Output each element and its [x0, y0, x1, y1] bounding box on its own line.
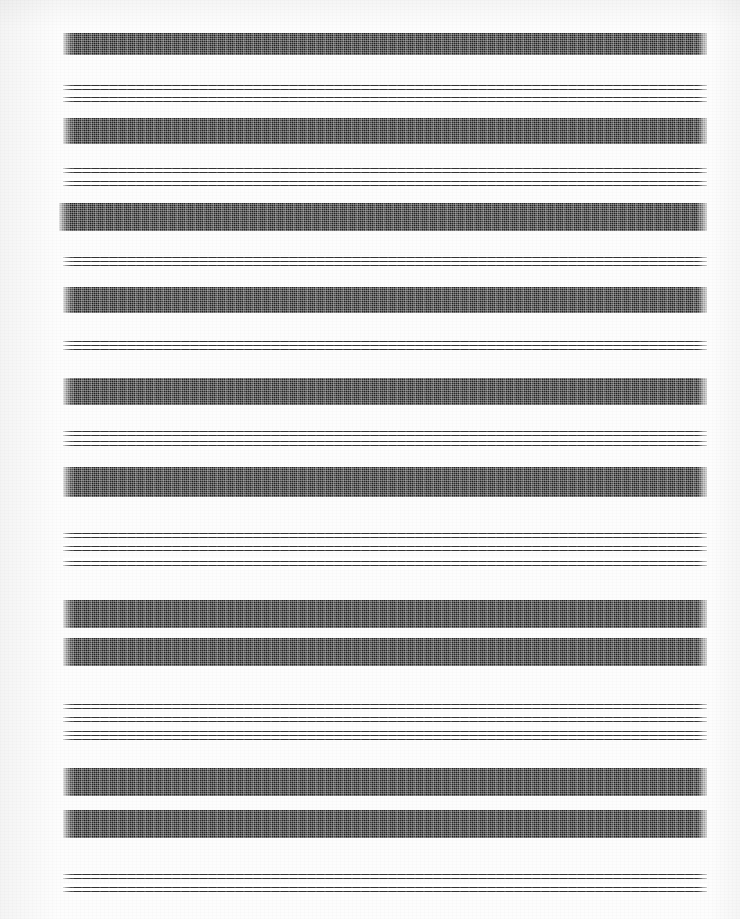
line-left-fade [63, 341, 73, 350]
line-right-fade [697, 203, 707, 231]
text-line-band [63, 178, 707, 186]
text-line-band [59, 203, 707, 231]
line-left-fade [63, 600, 73, 628]
text-line-band [63, 638, 707, 666]
line-left-fade [63, 884, 73, 892]
line-left-fade [63, 95, 73, 102]
line-left-fade [63, 430, 73, 436]
line-right-fade [697, 600, 707, 628]
line-left-fade [63, 558, 73, 566]
line-right-fade [697, 558, 707, 566]
text-line-band [63, 467, 707, 497]
line-right-fade [697, 85, 707, 90]
text-line-band [63, 730, 707, 740]
text-line-band [63, 544, 707, 551]
line-right-fade [697, 544, 707, 551]
line-left-fade [63, 178, 73, 186]
document-legibility-note [0, 0, 1, 1]
line-right-fade [697, 287, 707, 313]
line-left-fade [63, 440, 73, 446]
line-left-fade [63, 544, 73, 551]
line-left-fade [63, 730, 73, 740]
line-left-fade [63, 168, 73, 173]
line-right-fade [697, 467, 707, 497]
line-right-fade [697, 533, 707, 538]
text-line-band [63, 378, 707, 405]
line-right-fade [697, 341, 707, 350]
text-line-band [63, 95, 707, 102]
line-left-fade [63, 703, 73, 709]
text-line-band [63, 533, 707, 538]
line-left-fade [63, 256, 73, 266]
line-left-fade [63, 467, 73, 497]
line-left-fade [63, 873, 73, 879]
line-left-fade [63, 716, 73, 722]
line-right-fade [697, 703, 707, 709]
line-right-fade [697, 95, 707, 102]
line-right-fade [697, 716, 707, 722]
text-line-band [63, 168, 707, 173]
line-right-fade [697, 33, 707, 55]
line-right-fade [697, 810, 707, 838]
line-right-fade [697, 884, 707, 892]
text-line-band [63, 600, 707, 628]
line-left-fade [63, 638, 73, 666]
page-top-shading [0, 0, 740, 28]
text-line-band [63, 440, 707, 446]
line-right-fade [697, 638, 707, 666]
line-left-fade [63, 378, 73, 405]
page-left-margin-shading [0, 0, 58, 919]
text-line-band [63, 118, 707, 144]
text-line-band [63, 703, 707, 709]
text-line-band [63, 558, 707, 566]
line-left-fade [63, 33, 73, 55]
line-left-fade [63, 810, 73, 838]
line-left-fade [63, 533, 73, 538]
text-line-band [63, 33, 707, 55]
line-left-fade [63, 118, 73, 144]
line-left-fade [63, 768, 73, 796]
text-line-band [63, 287, 707, 313]
line-left-fade [59, 203, 69, 231]
line-right-fade [697, 730, 707, 740]
text-line-band [63, 884, 707, 892]
line-right-fade [697, 256, 707, 266]
line-right-fade [697, 768, 707, 796]
line-left-fade [63, 85, 73, 90]
line-right-fade [697, 118, 707, 144]
text-line-band [63, 256, 707, 266]
text-line-band [63, 873, 707, 879]
line-right-fade [697, 440, 707, 446]
text-line-band [63, 768, 707, 796]
text-line-band [63, 430, 707, 436]
text-line-band [63, 716, 707, 722]
line-left-fade [63, 287, 73, 313]
text-line-band [63, 85, 707, 90]
page-right-margin-shading [710, 0, 740, 919]
line-right-fade [697, 168, 707, 173]
line-right-fade [697, 430, 707, 436]
text-line-band [63, 341, 707, 350]
line-right-fade [697, 178, 707, 186]
text-line-band [63, 810, 707, 838]
line-right-fade [697, 873, 707, 879]
line-right-fade [697, 378, 707, 405]
